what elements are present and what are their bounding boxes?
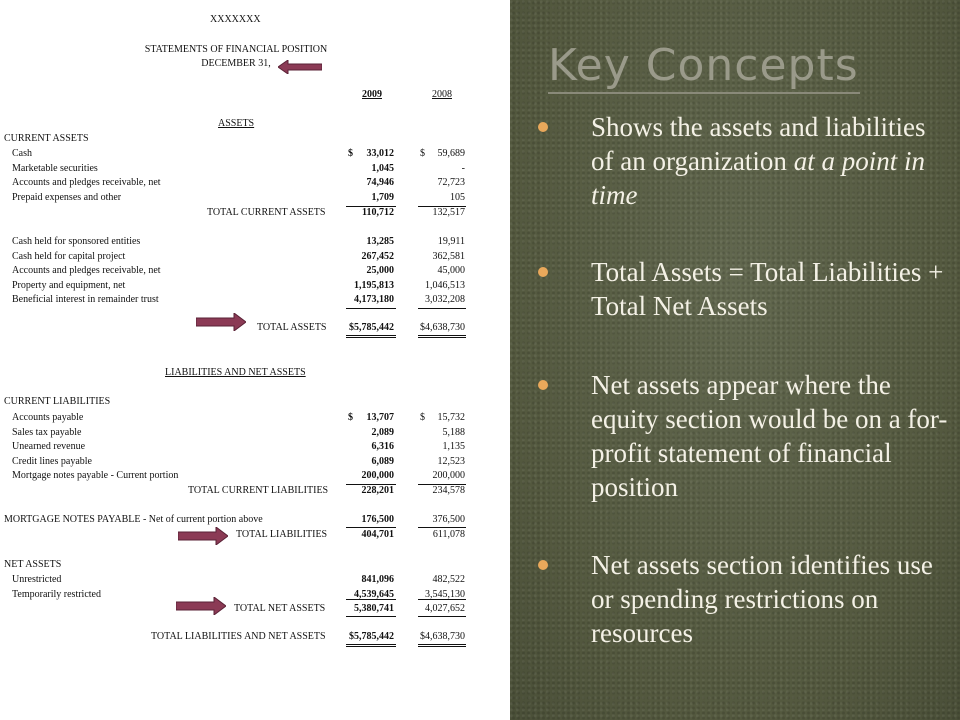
mortgage-label: MORTGAGE NOTES PAYABLE - Net of current portion above [4, 514, 263, 525]
bullet-text: Net assets section identifies use or spending restrictions on resources [591, 550, 933, 648]
col-header-2009: 2009 [362, 89, 382, 100]
key-concepts-title: Key Concepts [548, 40, 859, 91]
current-asset-row-value-2008: 72,723 [437, 177, 465, 189]
noncurrent-asset-row-label: Accounts and pledges receivable, net [12, 265, 161, 277]
noncurrent-asset-row-label: Property and equipment, net [12, 279, 126, 291]
dollar-sign-2008: $ [420, 412, 425, 423]
current-liability-row-label: Accounts payable [12, 412, 84, 423]
total-net-assets-2009: 5,380,741 [354, 603, 394, 614]
mortgage-2008: 376,500 [432, 514, 465, 525]
current-liability-row-label: Credit lines payable [12, 455, 92, 467]
current-assets-heading: CURRENT ASSETS [4, 133, 89, 144]
noncurrent-asset-row-value-2008: 362,581 [432, 250, 465, 262]
bullet-dot-icon [538, 380, 548, 390]
net-asset-row-value-2009: 841,096 [361, 574, 394, 585]
current-asset-row-label: Marketable securities [12, 162, 98, 174]
total-liab-net-2008: $4,638,730 [420, 631, 465, 642]
total-assets-2008: $4,638,730 [420, 322, 465, 333]
noncurrent-asset-row-value-2008: 45,000 [437, 265, 465, 277]
current-liabilities-heading: CURRENT LIABILITIES [4, 396, 111, 407]
bullet-dot-icon [538, 122, 548, 132]
total-current-assets-2008: 132,517 [432, 207, 465, 218]
total-liabilities-label: TOTAL LIABILITIES [236, 529, 328, 540]
arrow-total-liabilities-icon [178, 527, 228, 545]
concept-bullet [538, 368, 948, 504]
statement-date: DECEMBER 31, [201, 58, 271, 69]
noncurrent-asset-row-value-2009: 25,000 [366, 265, 394, 277]
net-asset-row-value-2009: 4,539,645 [354, 588, 394, 600]
total-liab-net-label: TOTAL LIABILITIES AND NET ASSETS [151, 631, 326, 642]
dollar-sign-2008: $ [420, 148, 425, 159]
current-asset-row-label: Cash [12, 148, 32, 159]
col-header-2008: 2008 [432, 89, 452, 100]
noncurrent-asset-row-label: Cash held for capital project [12, 250, 126, 262]
current-liability-row-label: Mortgage notes payable - Current portion [12, 470, 179, 482]
total-current-liabilities-2009: 228,201 [361, 485, 394, 496]
net-asset-row-value-2008: 3,545,130 [425, 588, 465, 600]
arrow-total-assets-icon [196, 313, 246, 331]
total-current-liabilities-2008: 234,578 [432, 485, 465, 496]
current-liability-row-value-2008: 15,732 [437, 412, 465, 423]
current-asset-row-value-2009: 74,946 [366, 177, 394, 189]
total-liab-net-2009: $5,785,442 [349, 631, 394, 642]
current-asset-row-value-2009: 33,012 [366, 148, 394, 159]
bullet-dot-icon [538, 560, 548, 570]
mortgage-2009: 176,500 [361, 514, 394, 525]
bullet-text: Shows the assets and liabilities of an organization at a point in time [591, 112, 926, 210]
total-current-liabilities-label: TOTAL CURRENT LIABILITIES [188, 485, 329, 496]
liabilities-heading: LIABILITIES AND NET ASSETS [165, 367, 306, 378]
current-liability-row-value-2009: 6,089 [371, 455, 394, 467]
current-asset-row-value-2008: 59,689 [437, 148, 465, 159]
current-asset-row-value-2009: 1,709 [371, 191, 394, 203]
noncurrent-asset-row-value-2008: 19,911 [437, 236, 465, 247]
current-asset-row-label: Accounts and pledges receivable, net [12, 177, 161, 189]
current-liability-row-value-2008: 12,523 [437, 455, 465, 467]
net-asset-row-label: Unrestricted [12, 574, 62, 585]
net-asset-row-value-2008: 482,522 [432, 574, 465, 585]
current-asset-row-value-2008: 105 [450, 191, 465, 203]
bullet-text: Net assets appear where the equity section would be on a for-profit statement of financial position [591, 370, 948, 502]
concept-bullet [538, 110, 948, 212]
noncurrent-asset-row-label: Cash held for sponsored entities [12, 236, 141, 247]
arrow-date-icon [278, 60, 322, 74]
total-liabilities-2009: 404,701 [361, 529, 394, 540]
net-asset-row-label: Temporarily restricted [12, 588, 101, 600]
noncurrent-asset-row-value-2009: 1,195,813 [354, 279, 394, 291]
current-liability-row-label: Sales tax payable [12, 426, 82, 438]
current-liability-row-value-2009: 13,707 [366, 412, 394, 423]
total-net-assets-2008: 4,027,652 [425, 603, 465, 614]
title-underline [548, 92, 860, 94]
current-liability-row-value-2008: 1,135 [442, 441, 465, 453]
current-asset-row-label: Prepaid expenses and other [12, 191, 122, 203]
total-assets-2009: $5,785,442 [349, 322, 394, 333]
net-assets-heading: NET ASSETS [4, 559, 62, 570]
current-liability-row-label: Unearned revenue [12, 441, 86, 453]
arrow-total-net-assets-icon [176, 597, 226, 615]
noncurrent-asset-row-value-2009: 267,452 [361, 250, 394, 262]
statement-title: STATEMENTS OF FINANCIAL POSITION [144, 44, 328, 55]
current-liability-row-value-2009: 2,089 [371, 426, 394, 438]
total-assets-label: TOTAL ASSETS [257, 322, 327, 333]
total-net-assets-label: TOTAL NET ASSETS [234, 603, 326, 614]
key-concepts-panel [510, 0, 960, 720]
entity-name: XXXXXXX [210, 14, 261, 25]
assets-heading: ASSETS [218, 118, 255, 129]
noncurrent-asset-row-label: Beneficial interest in remainder trust [12, 294, 159, 306]
concept-bullet [538, 548, 948, 650]
dollar-sign-2009: $ [348, 412, 353, 423]
noncurrent-asset-row-value-2008: 1,046,513 [425, 279, 465, 291]
current-liability-row-value-2009: 6,316 [371, 441, 394, 453]
total-liabilities-2008: 611,078 [432, 529, 465, 540]
concept-bullet [538, 255, 948, 323]
current-liability-row-value-2008: 5,188 [442, 426, 465, 438]
current-liability-row-value-2008: 200,000 [432, 470, 465, 482]
total-current-assets-2009: 110,712 [362, 207, 394, 218]
current-liability-row-value-2009: 200,000 [361, 470, 394, 482]
bullet-dot-icon [538, 267, 548, 277]
bullet-text: Total Assets = Total Liabilities + Total Net Assets [591, 257, 944, 321]
total-current-assets-label: TOTAL CURRENT ASSETS [207, 207, 326, 218]
noncurrent-asset-row-value-2008: 3,032,208 [425, 294, 465, 306]
current-asset-row-value-2008: - [461, 162, 465, 174]
current-asset-row-value-2009: 1,045 [371, 162, 394, 174]
dollar-sign-2009: $ [348, 148, 353, 159]
noncurrent-asset-row-value-2009: 4,173,180 [354, 294, 394, 306]
noncurrent-asset-row-value-2009: 13,285 [366, 236, 394, 247]
